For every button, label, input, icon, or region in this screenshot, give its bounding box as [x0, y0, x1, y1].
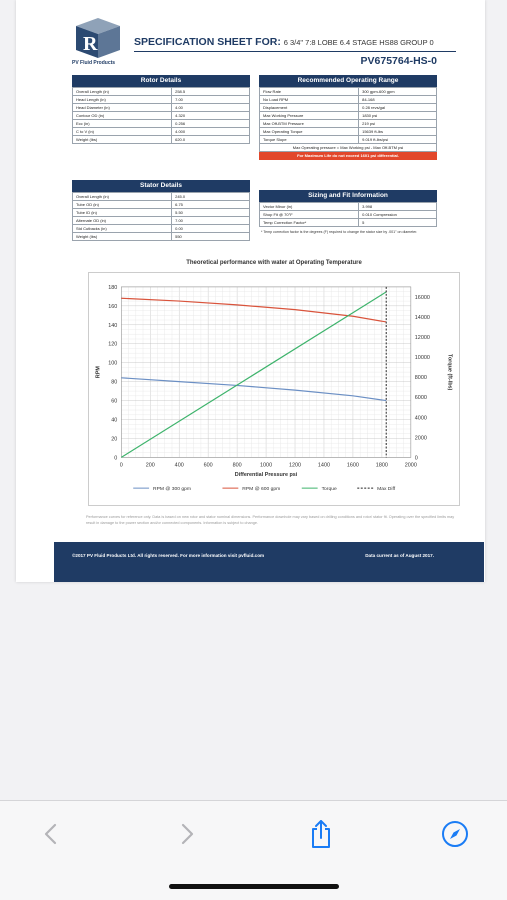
y2-axis-label: Torque (ft-lbs)	[446, 353, 453, 391]
x-axis-label: Differential Pressure psi	[234, 472, 298, 479]
part-number: PV675764-HS-0	[360, 55, 437, 67]
x-tick-label: 1200	[288, 462, 302, 469]
row-label: Overall Length (in)	[73, 88, 172, 96]
row-label: Torque Slope	[260, 136, 359, 144]
row-value: 5.50	[172, 209, 250, 217]
row-label: C to V (in)	[73, 128, 172, 136]
row-label: Weight (lbs)	[73, 136, 172, 144]
table-row	[73, 233, 250, 241]
operating-range-table	[259, 75, 437, 160]
rotor-details-table	[72, 75, 250, 144]
title-rule	[134, 51, 456, 52]
row-label: Overall Length (in)	[73, 193, 172, 201]
row-value: 6.75	[172, 201, 250, 209]
table-row	[73, 112, 250, 120]
y-tick-label: 80	[111, 379, 118, 386]
y-tick-label: 40	[111, 417, 118, 424]
home-indicator	[169, 884, 339, 889]
row-label: Tube OD (in)	[73, 201, 172, 209]
table-row	[260, 96, 437, 104]
compass-icon	[441, 820, 469, 848]
forward-button[interactable]	[172, 819, 202, 849]
y-tick-label: 60	[111, 398, 118, 405]
y2-tick-label: 6000	[414, 395, 427, 402]
table-row	[260, 88, 437, 96]
series-line-0	[121, 378, 386, 401]
chevron-right-icon	[179, 823, 195, 845]
row-value: 84-168	[359, 96, 437, 104]
table-row	[260, 203, 437, 211]
title-prefix: SPECIFICATION SHEET FOR:	[134, 36, 281, 48]
row-value: 245.0	[172, 193, 250, 201]
y2-tick-label: 8000	[414, 375, 427, 382]
table-row	[260, 211, 437, 219]
row-value: 15639 ft-lbs	[359, 128, 437, 136]
row-value: 0.28 revs/gal	[359, 104, 437, 112]
table-row	[73, 96, 250, 104]
row-label: No Load RPM	[260, 96, 359, 104]
row-label: Std Cutbacks (in)	[73, 225, 172, 233]
table-row	[73, 201, 250, 209]
row-label: Tube ID (in)	[73, 209, 172, 217]
spec-title	[134, 36, 456, 48]
row-value: 4.00	[172, 104, 250, 112]
row-label: Shop Fit @ 70°F	[260, 211, 359, 219]
table-row	[73, 136, 250, 144]
series-line-1	[121, 298, 386, 322]
operating-range-header: Recommended Operating Range	[259, 75, 437, 87]
row-value: 1830 psi	[359, 112, 437, 120]
table-row	[73, 217, 250, 225]
table-row	[73, 88, 250, 96]
x-tick-label: 1800	[375, 462, 388, 469]
y2-tick-label: 4000	[414, 415, 427, 422]
share-button[interactable]	[306, 819, 336, 849]
footer-data-current: Data current as of August 2017.	[365, 553, 434, 558]
share-icon	[309, 819, 333, 849]
row-label: Temp Correction Factor*	[260, 219, 359, 227]
row-label: Ecc (in)	[73, 120, 172, 128]
row-value: 4.320	[172, 112, 250, 120]
sizing-fit-table	[259, 190, 437, 238]
footer-copyright: ©2017 PV Fluid Products Ltd. All rights reserved. For more information visit pvfluid.com	[72, 553, 265, 558]
x-tick-label: 0	[119, 462, 123, 469]
table-row	[260, 136, 437, 144]
y2-tick-label: 12000	[414, 335, 430, 342]
chart-title: Theoretical performance with water at Operating Temperature	[186, 260, 362, 266]
row-value: 219 psi	[359, 120, 437, 128]
y-tick-label: 100	[108, 360, 118, 367]
y2-tick-label: 16000	[414, 294, 430, 301]
y-tick-label: 160	[108, 303, 118, 310]
disclaimer: Performance curves for reference only. Data is based on new rotor and stator nominal dimensions. Performance downhole may vary based on drilling conditions and rotor/ stator fit. Operating over the specified limits may result in damage to the power section and/or connected components. Information is subject to change.	[86, 515, 455, 525]
chevron-left-icon	[43, 823, 59, 845]
row-value: 620.0	[172, 136, 250, 144]
pv-logo-icon	[72, 16, 124, 60]
stator-details-table	[72, 180, 250, 241]
series-line-2	[121, 292, 386, 458]
row-value: 9.019 ft-lbs/psi	[359, 136, 437, 144]
row-label: Vector Minor (in)	[260, 203, 359, 211]
y2-tick-label: 14000	[414, 314, 430, 321]
page-footer	[54, 542, 484, 582]
y-axis-label: RPM	[95, 366, 102, 379]
row-value: 0.256	[172, 120, 250, 128]
row-label: Max Working Pressure	[260, 112, 359, 120]
row-value: 550	[172, 233, 250, 241]
table-row	[73, 120, 250, 128]
row-label: Max Off-BTM Pressure	[260, 120, 359, 128]
row-value: 3.998	[359, 203, 437, 211]
row-value: 0.00	[172, 225, 250, 233]
x-tick-label: 800	[232, 462, 242, 469]
y-tick-label: 140	[108, 322, 118, 329]
x-tick-label: 1400	[317, 462, 331, 469]
table-row	[260, 219, 437, 227]
sizing-fit-header: Sizing and Fit Information	[259, 190, 437, 202]
sizing-footnote: * Temp correction factor is the degrees (F) required to change the stator size by .001" on diameter.	[261, 230, 418, 234]
x-tick-label: 2000	[404, 462, 417, 469]
x-tick-label: 200	[145, 462, 155, 469]
y-tick-label: 0	[114, 455, 118, 462]
row-value: 7.00	[172, 217, 250, 225]
stator-details-header: Stator Details	[72, 180, 250, 192]
title-suffix: 6 3/4" 7:8 LOBE 6.4 STAGE HS88 GROUP 0	[283, 38, 434, 47]
logo-text: PV Fluid Products	[72, 60, 116, 66]
x-tick-label: 1600	[346, 462, 359, 469]
row-label: Alternate OD (in)	[73, 217, 172, 225]
table-row	[260, 120, 437, 128]
operating-warning: For Maximum Life do not exceed 1601 psi differential.	[259, 152, 437, 160]
y2-tick-label: 2000	[414, 435, 427, 442]
legend-label: RPM @ 300 gpm	[153, 487, 191, 493]
row-value: 5	[359, 219, 437, 227]
legend-label: Max Diff	[377, 487, 396, 493]
table-row	[260, 104, 437, 112]
performance-chart	[88, 272, 460, 506]
y-tick-label: 180	[108, 284, 118, 291]
legend-label: Torque	[321, 487, 337, 493]
table-row	[73, 225, 250, 233]
y-tick-label: 20	[111, 436, 118, 443]
row-label: Head Diameter (in)	[73, 104, 172, 112]
row-value: 4.000	[172, 128, 250, 136]
table-row	[260, 128, 437, 136]
y-tick-label: 120	[108, 341, 118, 348]
row-label: Flow Rate	[260, 88, 359, 96]
table-row	[73, 209, 250, 217]
x-tick-label: 1000	[260, 462, 273, 469]
x-tick-label: 600	[203, 462, 213, 469]
table-row	[73, 104, 250, 112]
table-row	[73, 193, 250, 201]
svg-text:R: R	[83, 33, 98, 55]
row-label: Contour OD (in)	[73, 112, 172, 120]
table-row	[260, 112, 437, 120]
y2-tick-label: 10000	[414, 355, 430, 362]
row-value: 300 gpm-600 gpm	[359, 88, 437, 96]
y2-tick-label: 0	[414, 455, 418, 462]
row-label: Displacement	[260, 104, 359, 112]
spec-sheet-page	[16, 0, 485, 582]
table-row	[73, 128, 250, 136]
rotor-details-header: Rotor Details	[72, 75, 250, 87]
open-in-safari-button[interactable]	[440, 819, 470, 849]
x-tick-label: 400	[174, 462, 184, 469]
row-value: 0.010 Compression	[359, 211, 437, 219]
row-value: 7.00	[172, 96, 250, 104]
legend-label: RPM @ 600 gpm	[242, 487, 281, 493]
back-button[interactable]	[36, 819, 66, 849]
operating-note: Max Operating pressure = Max Working psi - Max Off-BTM psi	[259, 144, 437, 152]
row-value: 258.5	[172, 88, 250, 96]
row-label: Max Operating Torque	[260, 128, 359, 136]
row-label: Head Length (in)	[73, 96, 172, 104]
row-label: Weight (lbs)	[73, 233, 172, 241]
